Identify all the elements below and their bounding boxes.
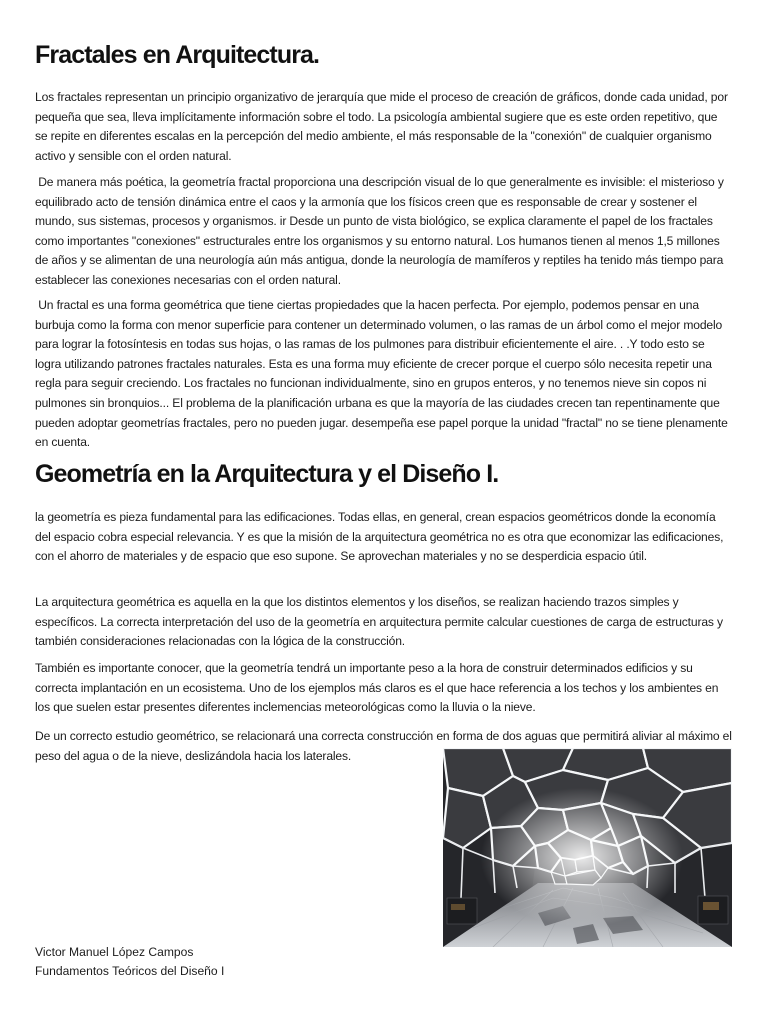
paragraph-intro: Los fractales representan un principio organizativo de jerarquía que mide el proceso de creación de gráficos, donde cada unidad, por pequeña que sea, lleva implícitamente información sobre el todo. La psicología ambiental sugiere que es este orden repetitivo, que se repite en diferentes escalas en la percepción del medio ambiente, el más responsable de la "conexión" de cualquier organismo activo y sensible con el orden natural. [35,90,728,163]
heading-fractales: Fractales en Arquitectura. [35,41,320,69]
fractal-tunnel-photo [443,748,732,947]
heading-geometria: Geometría en la Arquitectura y el Diseño I. [35,460,499,488]
paragraph-geometric-architecture: La arquitectura geométrica es aquella en la que los distintos elementos y los diseños, se realizan haciendo trazos simples y específicos. La correcta interpretación del uso de la geometría en arquitectura permite calcular cuestiones de carga de estructuras y también consideraciones relacionadas con la lógica de la construcción. [35,595,723,649]
course-name: Fundamentos Teóricos del Diseño I [35,964,225,978]
paragraph-fractal-form: Un fractal es una forma geométrica que tiene ciertas propiedades que la hacen perfecta. Por ejemplo, podemos pensar en una burbuja como la forma con menor superficie para contener un determinado volumen, o las ramas de un árbol como el mejor modelo para lograr la fotosíntesis en todas sus hojas, o las ramas de los pulmones para distribuir eficientemente el aire. . .Y todo esto se logra utilizando patrones fractales naturales. Esta es una forma muy eficiente de crecer porque el cuerpo sólo necesita repetir una regla para seguir creciendo. Los fractales no funcionan individualmente, sino en grupos enteros, y no tenemos nieve sin copos ni pulmones sin bronquios... El problema de la planificación urbana es que la mayoría de las ciudades crecen tan repentinamente que pueden adoptar geometrías fractales, pero no pueden jugar. desempeña ese papel porque la unidad "fractal" no se tiene plenamente en cuenta. [35,298,728,450]
paragraph-poetic: De manera más poética, la geometría fractal proporciona una descripción visual de lo que generalmente es invisible: el misterioso y equilibrado acto de tensión dinámica entre el caos y la armonía que los físicos creen que es responsable de crear y sostener el mundo, sus sistemas, procesos y organismos. ir Desde un punto de vista biológico, se explica claramente el papel de los fractales como importantes "conexiones" estructurales entre los organismos y su entorno natural. Los humanos tienen al menos 1,5 millones de años y se alimentan de una neurología aún más antigua, donde la neurología de mamíferos y reptiles ha tenido más tiempo para establecer las conexiones necesarias con el orden natural. [35,175,724,287]
paragraph-geometry-buildings: la geometría es pieza fundamental para las edificaciones. Todas ellas, en general, crean espacios geométricos donde la economía del espacio cobra especial relevancia. Y es que la misión de la arquitectura geométrica no es otra que economizar las edificaciones, con el ahorro de materiales y de espacio que eso supone. Se aprovechan materiales y no se desperdicia espacio útil. [35,510,724,564]
paragraph-two-waters: De un correcto estudio geométrico, se relacionará una correcta construcción en forma de dos aguas que permitirá aliviar al máximo el peso del agua o de la nieve, deslizándola hacia los laterales. [35,729,732,763]
author-name: Victor Manuel López Campos [35,945,194,959]
paragraph-ecosystem: También es importante conocer, que la geometría tendrá un importante peso a la hora de construir determinados edificios y su correcta implantación en un ecosistema. Uno de los ejemplos más claros es el que hace referencia a los techos y los ambientes en los que suelen estar presentes diferentes inclemencias meteorológicas como la lluvia o la nieve. [35,661,719,715]
